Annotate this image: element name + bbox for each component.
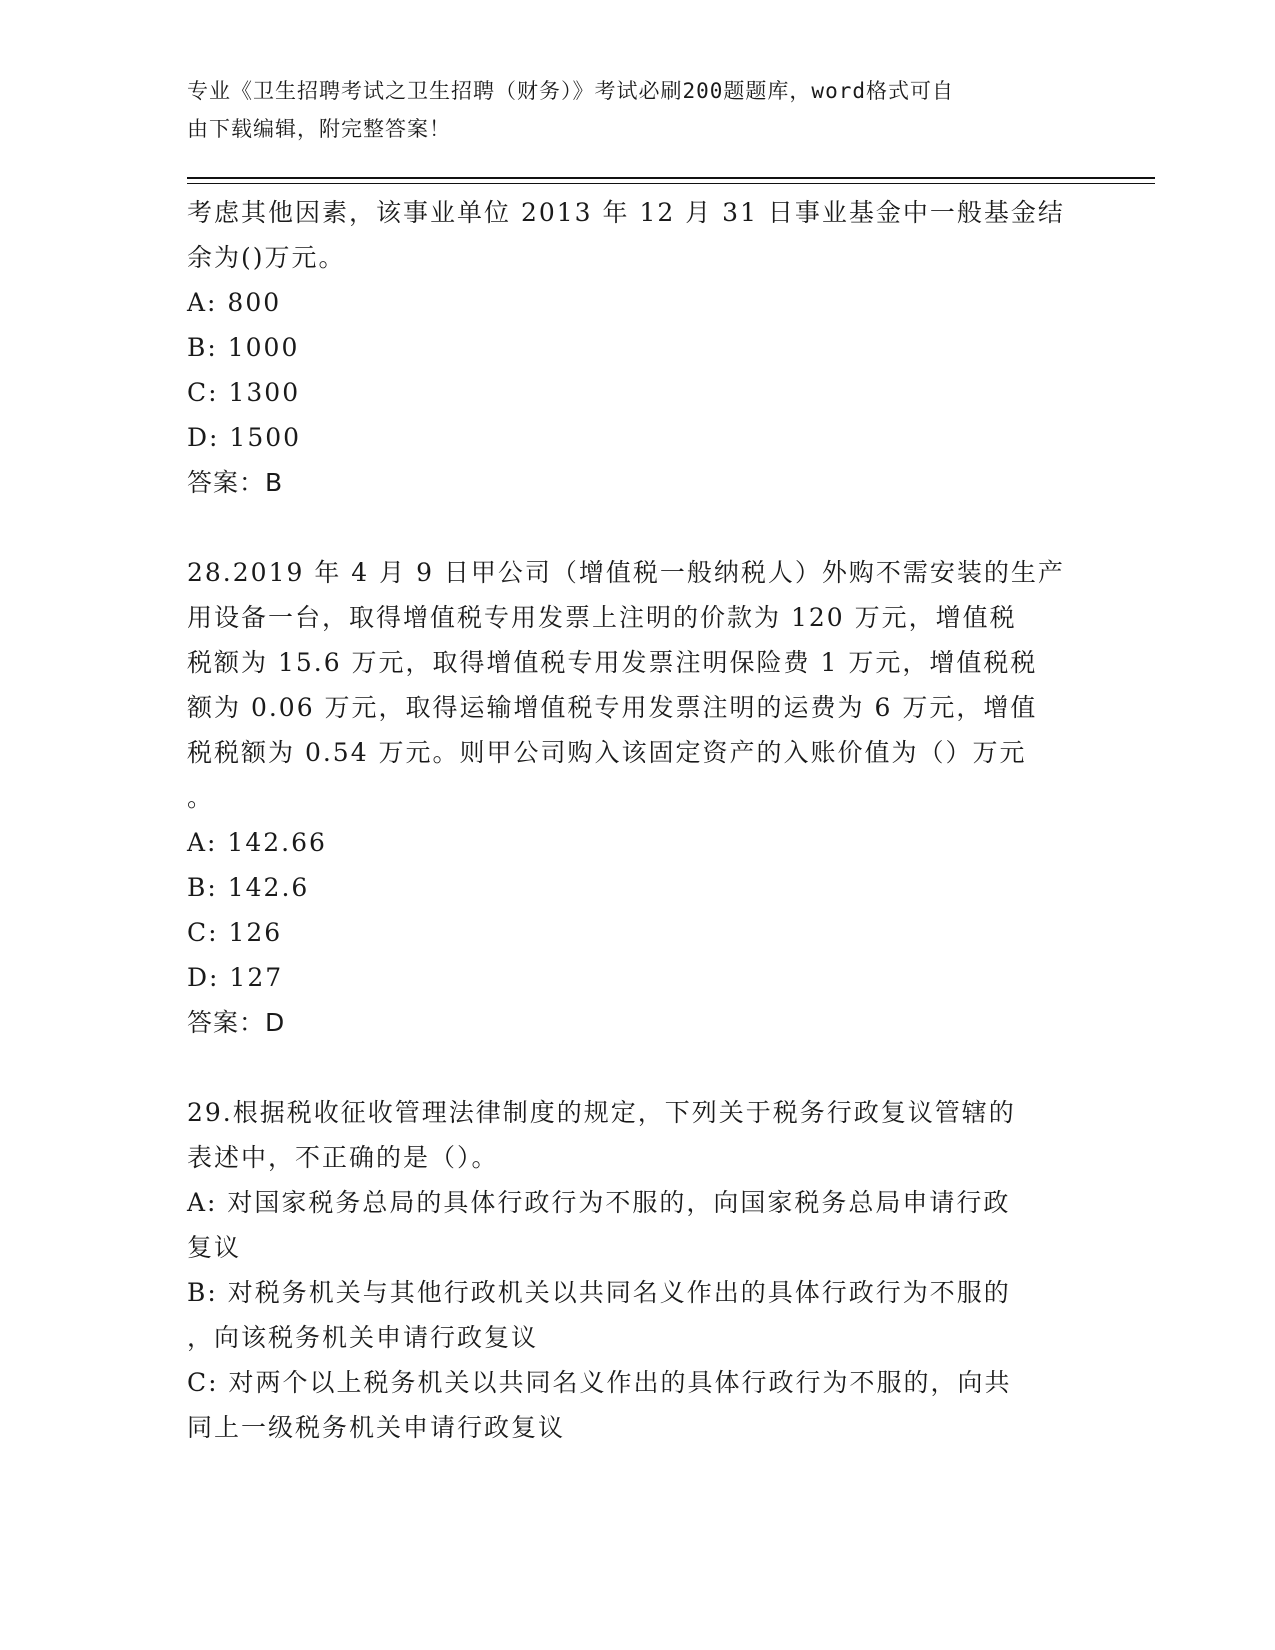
header-line-1: 专业《卫生招聘考试之卫生招聘（财务）》考试必刷200题题库，word格式可自 <box>187 79 954 103</box>
question-27 <box>187 190 1067 505</box>
header-line-2: 由下载编辑，附完整答案！ <box>187 117 451 141</box>
option-d: D: 127 <box>187 963 284 992</box>
question-28 <box>187 550 1067 1045</box>
question-stem-line: 余为()万元。 <box>187 243 346 272</box>
option-b-continued: ，向该税务机关申请行政复议 <box>187 1323 539 1352</box>
question-stem-line: 29.根据税收征收管理法律制度的规定，下列关于税务行政复议管辖的 <box>187 1098 1016 1127</box>
header-divider-thick <box>187 177 1155 179</box>
page-header <box>187 72 1067 148</box>
question-spacer <box>187 505 1067 550</box>
question-stem-line: 税税额为 0.54 万元。则甲公司购入该固定资产的入账价值为（）万元 <box>187 738 1027 767</box>
option-c-continued: 同上一级税务机关申请行政复议 <box>187 1413 566 1442</box>
option-c: C: 对两个以上税务机关以共同名义作出的具体行政行为不服的，向共 <box>187 1368 1012 1397</box>
option-c: C: 1300 <box>187 378 301 407</box>
option-b: B: 142.6 <box>187 873 310 902</box>
question-stem-line: 用设备一台，取得增值税专用发票上注明的价款为 120 万元，增值税 <box>187 603 1017 632</box>
option-b: B: 对税务机关与其他行政机关以共同名义作出的具体行政行为不服的 <box>187 1278 1011 1307</box>
page-content <box>187 190 1067 1450</box>
option-a: A: 800 <box>187 288 282 317</box>
option-d: D: 1500 <box>187 423 302 452</box>
question-stem-line: 额为 0.06 万元，取得运输增值税专用发票注明的运费为 6 万元，增值 <box>187 693 1038 722</box>
option-c: C: 126 <box>187 918 283 947</box>
answer-line: 答案：D <box>187 1008 286 1037</box>
question-stem-line: 税额为 15.6 万元，取得增值税专用发票注明保险费 1 万元，增值税税 <box>187 648 1038 677</box>
question-stem-line: 表述中，不正确的是（）。 <box>187 1143 499 1172</box>
option-b: B: 1000 <box>187 333 300 362</box>
option-a: A: 142.66 <box>187 828 327 857</box>
option-a-continued: 复议 <box>187 1233 242 1262</box>
header-divider-thin <box>187 183 1155 184</box>
question-29 <box>187 1090 1067 1450</box>
question-stem-line: 考虑其他因素，该事业单位 2013 年 12 月 31 日事业基金中一般基金结 <box>187 198 1065 227</box>
question-spacer <box>187 1045 1067 1090</box>
answer-line: 答案：B <box>187 468 284 497</box>
option-a: A: 对国家税务总局的具体行政行为不服的，向国家税务总局申请行政 <box>187 1188 1011 1217</box>
question-stem-line: 。 <box>187 783 215 812</box>
question-stem-line: 28.2019 年 4 月 9 日甲公司（增值税一般纳税人）外购不需安装的生产 <box>187 558 1065 587</box>
